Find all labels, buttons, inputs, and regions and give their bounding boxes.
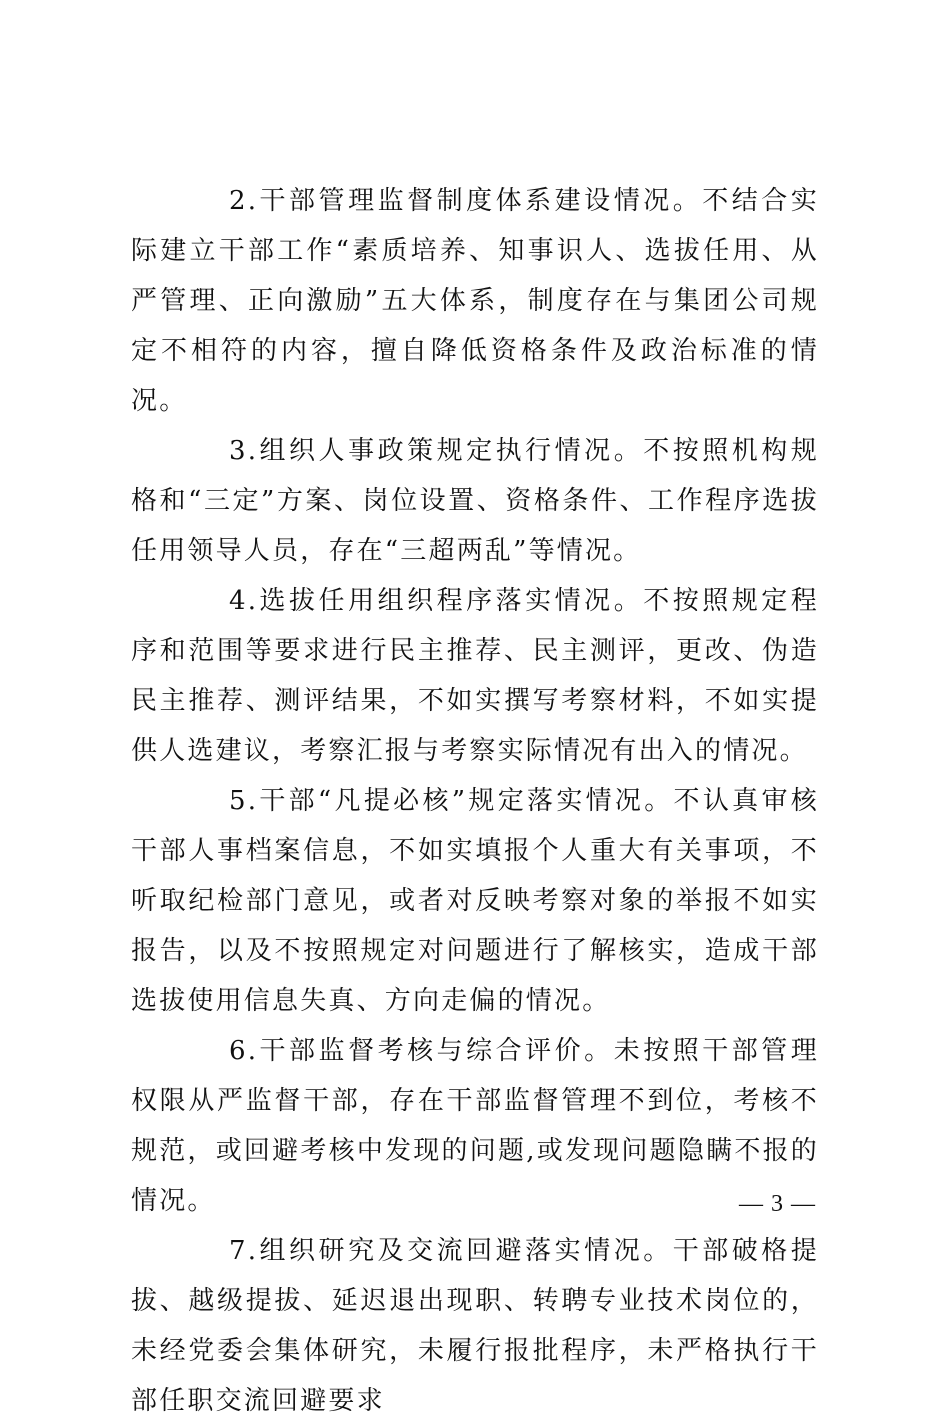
paragraph-6: 6.干部监督考核与综合评价。未按照干部管理权限从严监督干部，存在干部监督管理不到位，考核不规范，或回避考核中发现的问题,或发现问题隐瞒不报的情况。 <box>131 1036 819 1216</box>
page-number: — 3 — <box>739 1191 816 1217</box>
paragraph-3: 3.组织人事政策规定执行情况。不按照机构规格和“三定”方案、岗位设置、资格条件、工作程序选拔任用领导人员，存在“三超两乱”等情况。 <box>131 436 819 566</box>
paragraph-2: 2.干部管理监督制度体系建设情况。不结合实际建立干部工作“素质培养、知事识人、选拔任用、从严管理、正向激励”五大体系，制度存在与集团公司规定不相符的内容，擅自降低资格条件及政治标准的情况。 <box>131 186 819 416</box>
paragraph-7: 7.组织研究及交流回避落实情况。干部破格提拔、越级提拔、延迟退出现职、转聘专业技术岗位的，未经党委会集体研究，未履行报批程序，未严格执行干部任职交流回避要求 <box>131 1236 819 1416</box>
paragraph-4: 4.选拔任用组织程序落实情况。不按照规定程序和范围等要求进行民主推荐、民主测评，更改、伪造民主推荐、测评结果，不如实撰写考察材料，不如实提供人选建议，考察汇报与考察实际情况有出入的情况。 <box>131 586 819 766</box>
body-text <box>131 176 819 1426</box>
paragraph-5: 5.干部“凡提必核”规定落实情况。不认真审核干部人事档案信息，不如实填报个人重大有关事项，不听取纪检部门意见，或者对反映考察对象的举报不如实报告，以及不按照规定对问题进行了解核实，造成干部选拔使用信息失真、方向走偏的情况。 <box>131 786 819 1016</box>
